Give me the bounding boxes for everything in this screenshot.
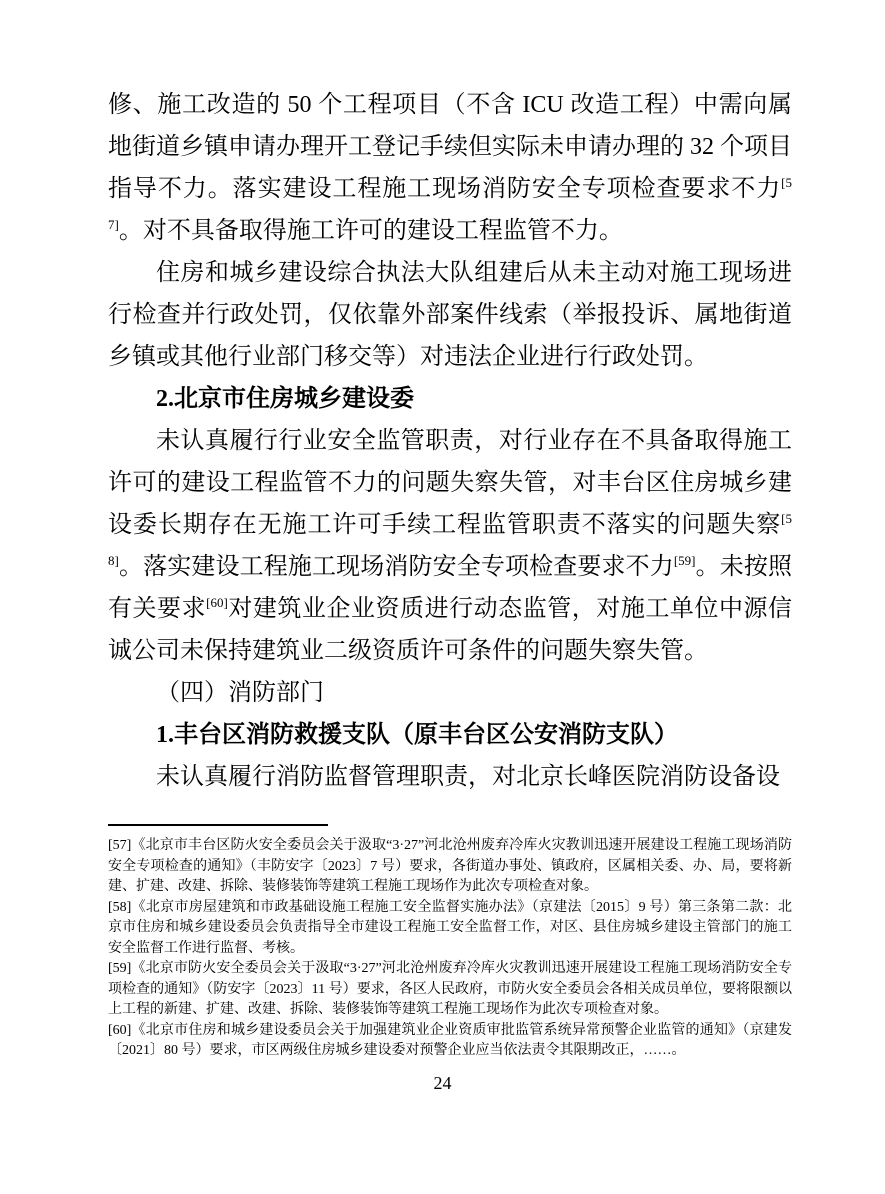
section-heading-fire-departments: （四）消防部门 (156, 680, 324, 706)
footnote-separator-line (108, 824, 328, 826)
paragraph-text: 修、施工改造的 50 个工程项目（不含 ICU 改造工程）中需向属地街道乡镇申请办理开工登记手续但实际未申请办理的 32 个项目指导不力。落实建设工程施工现场消防安全专项检查要求不力 (108, 92, 792, 202)
footnote-57: [57]《北京市丰台区防火安全委员会关于汲取“3·27”河北沧州废弃冷库火灾教训迅速开展建设工程施工现场消防安全专项检查的通知》（丰防安字〔2023〕7 号）要求，各街道办事处、镇政府，区属相关委、办、局，要将新建、扩建、改建、拆除、装修装饰等建筑工程施工现场作为此次专项检查对象。 (108, 838, 792, 894)
page-content (108, 84, 792, 1062)
footnote-60: [60]《北京市住房和城乡建设委员会关于加强建筑业企业资质审批监管系统异常预警企业监管的通知》（京建发〔2021〕80 号）要求，市区两级住房城乡建设委对预警企业应当依法责令其限期改正，……。 (108, 1022, 792, 1058)
heading-fengtai-fire-rescue: 1.丰台区消防救援支队（原丰台区公安消防支队） (156, 722, 678, 748)
heading-beijing-housing-committee: 2.北京市住房城乡建设委 (156, 386, 414, 412)
footnote-ref-57: [57] (108, 175, 792, 232)
footnote-58: [58]《北京市房屋建筑和市政基础设施工程施工安全监督实施办法》（京建法〔2015〕9 号）第三条第二款：北京市住房和城乡建设委员会负责指导全市建设工程施工安全监督工作，对区、县住房城乡建设主管部门的施工安全监督工作进行监督、考核。 (108, 899, 792, 956)
footnote-ref-58: [58] (108, 511, 792, 568)
paragraph-text: 未认真履行行业安全监管职责，对行业存在不具备取得施工许可的建设工程监管不力的问题失察失管，对丰台区住房城乡建设委长期存在无施工许可手续工程监管职责不落实的问题失察 (108, 428, 792, 538)
paragraph-text: 对建筑业企业资质进行动态监管，对施工单位中源信诚公司未保持建筑业二级资质许可条件的问题失察失管。 (108, 596, 793, 664)
paragraph-fire-supervision: 未认真履行消防监督管理职责，对北京长峰医院消防设备设 (156, 764, 780, 790)
page-number: 24 (433, 1073, 452, 1093)
paragraph-enforcement-brigade: 住房和城乡建设综合执法大队组建后从未主动对施工现场进行检查并行政处罚，仅依靠外部案件线索（举报投诉、属地街道乡镇或其他行业部门移交等）对违法企业进行行政处罚。 (108, 260, 792, 370)
paragraph-construction-projects (108, 84, 792, 252)
paragraph-text: 。未按照有关要求 (108, 554, 793, 622)
footnote-59: [59]《北京市防火安全委员会关于汲取“3·27”河北沧州废弃冷库火灾教训迅速开展建设工程施工现场消防安全专项检查的通知》（防安字〔2023〕11 号）要求，各区人民政府，市防火安全委员会各相关成员单位，要将限额以上工程的新建、扩建、改建、拆除、装修装饰等建筑工程施工现场作为此次专项检查对象。 (108, 961, 792, 1017)
footnote-ref-59: [59] (673, 553, 696, 568)
paragraph-text: 。落实建设工程施工现场消防安全专项检查要求不力 (118, 554, 674, 580)
paragraph-housing-supervision (108, 420, 792, 672)
paragraph-text: 。对不具备取得施工许可的建设工程监管不力。 (118, 218, 623, 244)
footnotes-section (108, 824, 792, 1062)
footnote-ref-60: [60] (206, 595, 228, 610)
